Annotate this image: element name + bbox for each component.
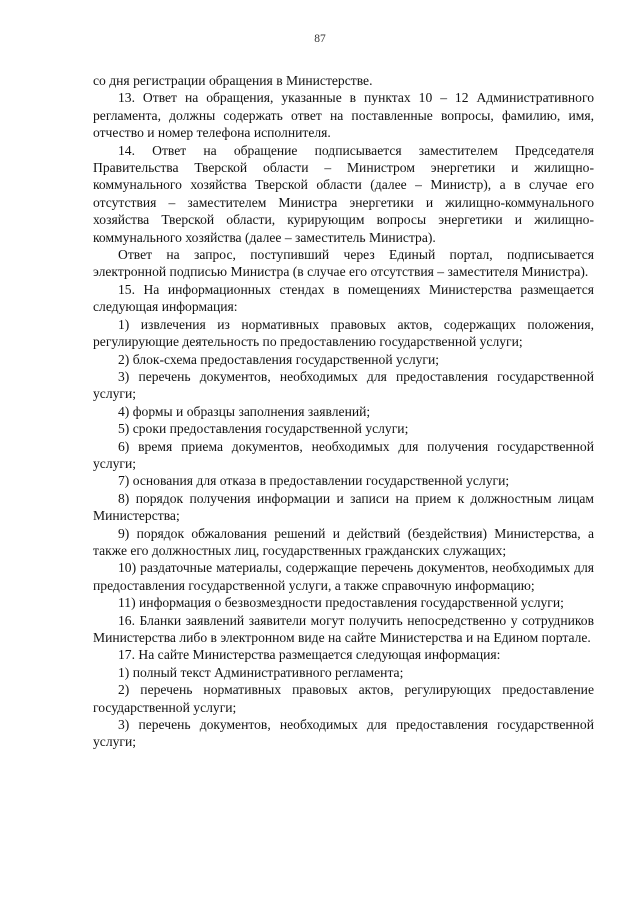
paragraph: 3) перечень документов, необходимых для предоставления государственной услуги; [93, 717, 594, 750]
paragraph: 15. На информационных стендах в помещениях Министерства размещается следующая информация: [93, 281, 594, 315]
document-body [93, 72, 594, 751]
paragraph: 16. Бланки заявлений заявители могут получить непосредственно у сотрудников Министерства либо в электронном виде на сайте Министерства и на Едином портале. [93, 612, 594, 645]
paragraph: 4) формы и образцы заполнения заявлений; [118, 403, 371, 419]
paragraph: 2) перечень нормативных правовых актов, регулирующих предоставление государственной услуги; [93, 682, 594, 715]
page-number: 87 [314, 33, 326, 45]
paragraph: 10) раздаточные материалы, содержащие перечень документов, необходимых для предоставления государственной услуги, а также справочную информацию; [93, 560, 594, 593]
paragraph: 1) извлечения из нормативных правовых актов, содержащих положения, регулирующие деятельность по предоставлению государственной услуги; [93, 316, 594, 350]
paragraph: 11) информация о безвозмездности предоставления государственной услуги; [118, 595, 564, 611]
paragraph: со дня регистрации обращения в Министерстве. [93, 73, 373, 88]
paragraph: 17. На сайте Министерства размещается следующая информация: [118, 647, 501, 663]
paragraph: Ответ на запрос, поступивший через Единый портал, подписывается электронной подписью Министра (в случае его отсутствия – заместителя Министра). [93, 247, 594, 280]
paragraph: 13. Ответ на обращения, указанные в пунктах 10 – 12 Административного регламента, должны содержать ответ на поставленные вопросы, фамилию, имя, отчество и номер телефона исполнителя. [93, 90, 594, 141]
paragraph: 7) основания для отказа в предоставлении государственной услуги; [118, 473, 510, 489]
paragraph: 2) блок-схема предоставления государственной услуги; [118, 351, 440, 367]
paragraph: 9) порядок обжалования решений и действий (бездействия) Министерства, а также его должностных лиц, государственных гражданских служащих; [93, 525, 594, 558]
paragraph: 14. Ответ на обращение подписывается заместителем Председателя Правительства Тверской области – Министром энергетики и жилищно-коммунального хозяйства Тверской области (далее – Министр), а в случае его отсутствия – заместителем Министра энергетики и жилищно-коммунального хозяйства Тверской области, курирующим вопросы энергетики и жилищно-коммунального хозяйства (далее – заместитель Министра). [93, 142, 594, 245]
paragraph: 1) полный текст Административного регламента; [118, 664, 404, 680]
paragraph: 6) время приема документов, необходимых для получения государственной услуги; [93, 438, 594, 471]
paragraph: 3) перечень документов, необходимых для предоставления государственной услуги; [93, 368, 594, 402]
paragraph: 8) порядок получения информации и записи на прием к должностным лицам Министерства; [93, 490, 594, 524]
paragraph: 5) сроки предоставления государственной услуги; [118, 421, 409, 437]
